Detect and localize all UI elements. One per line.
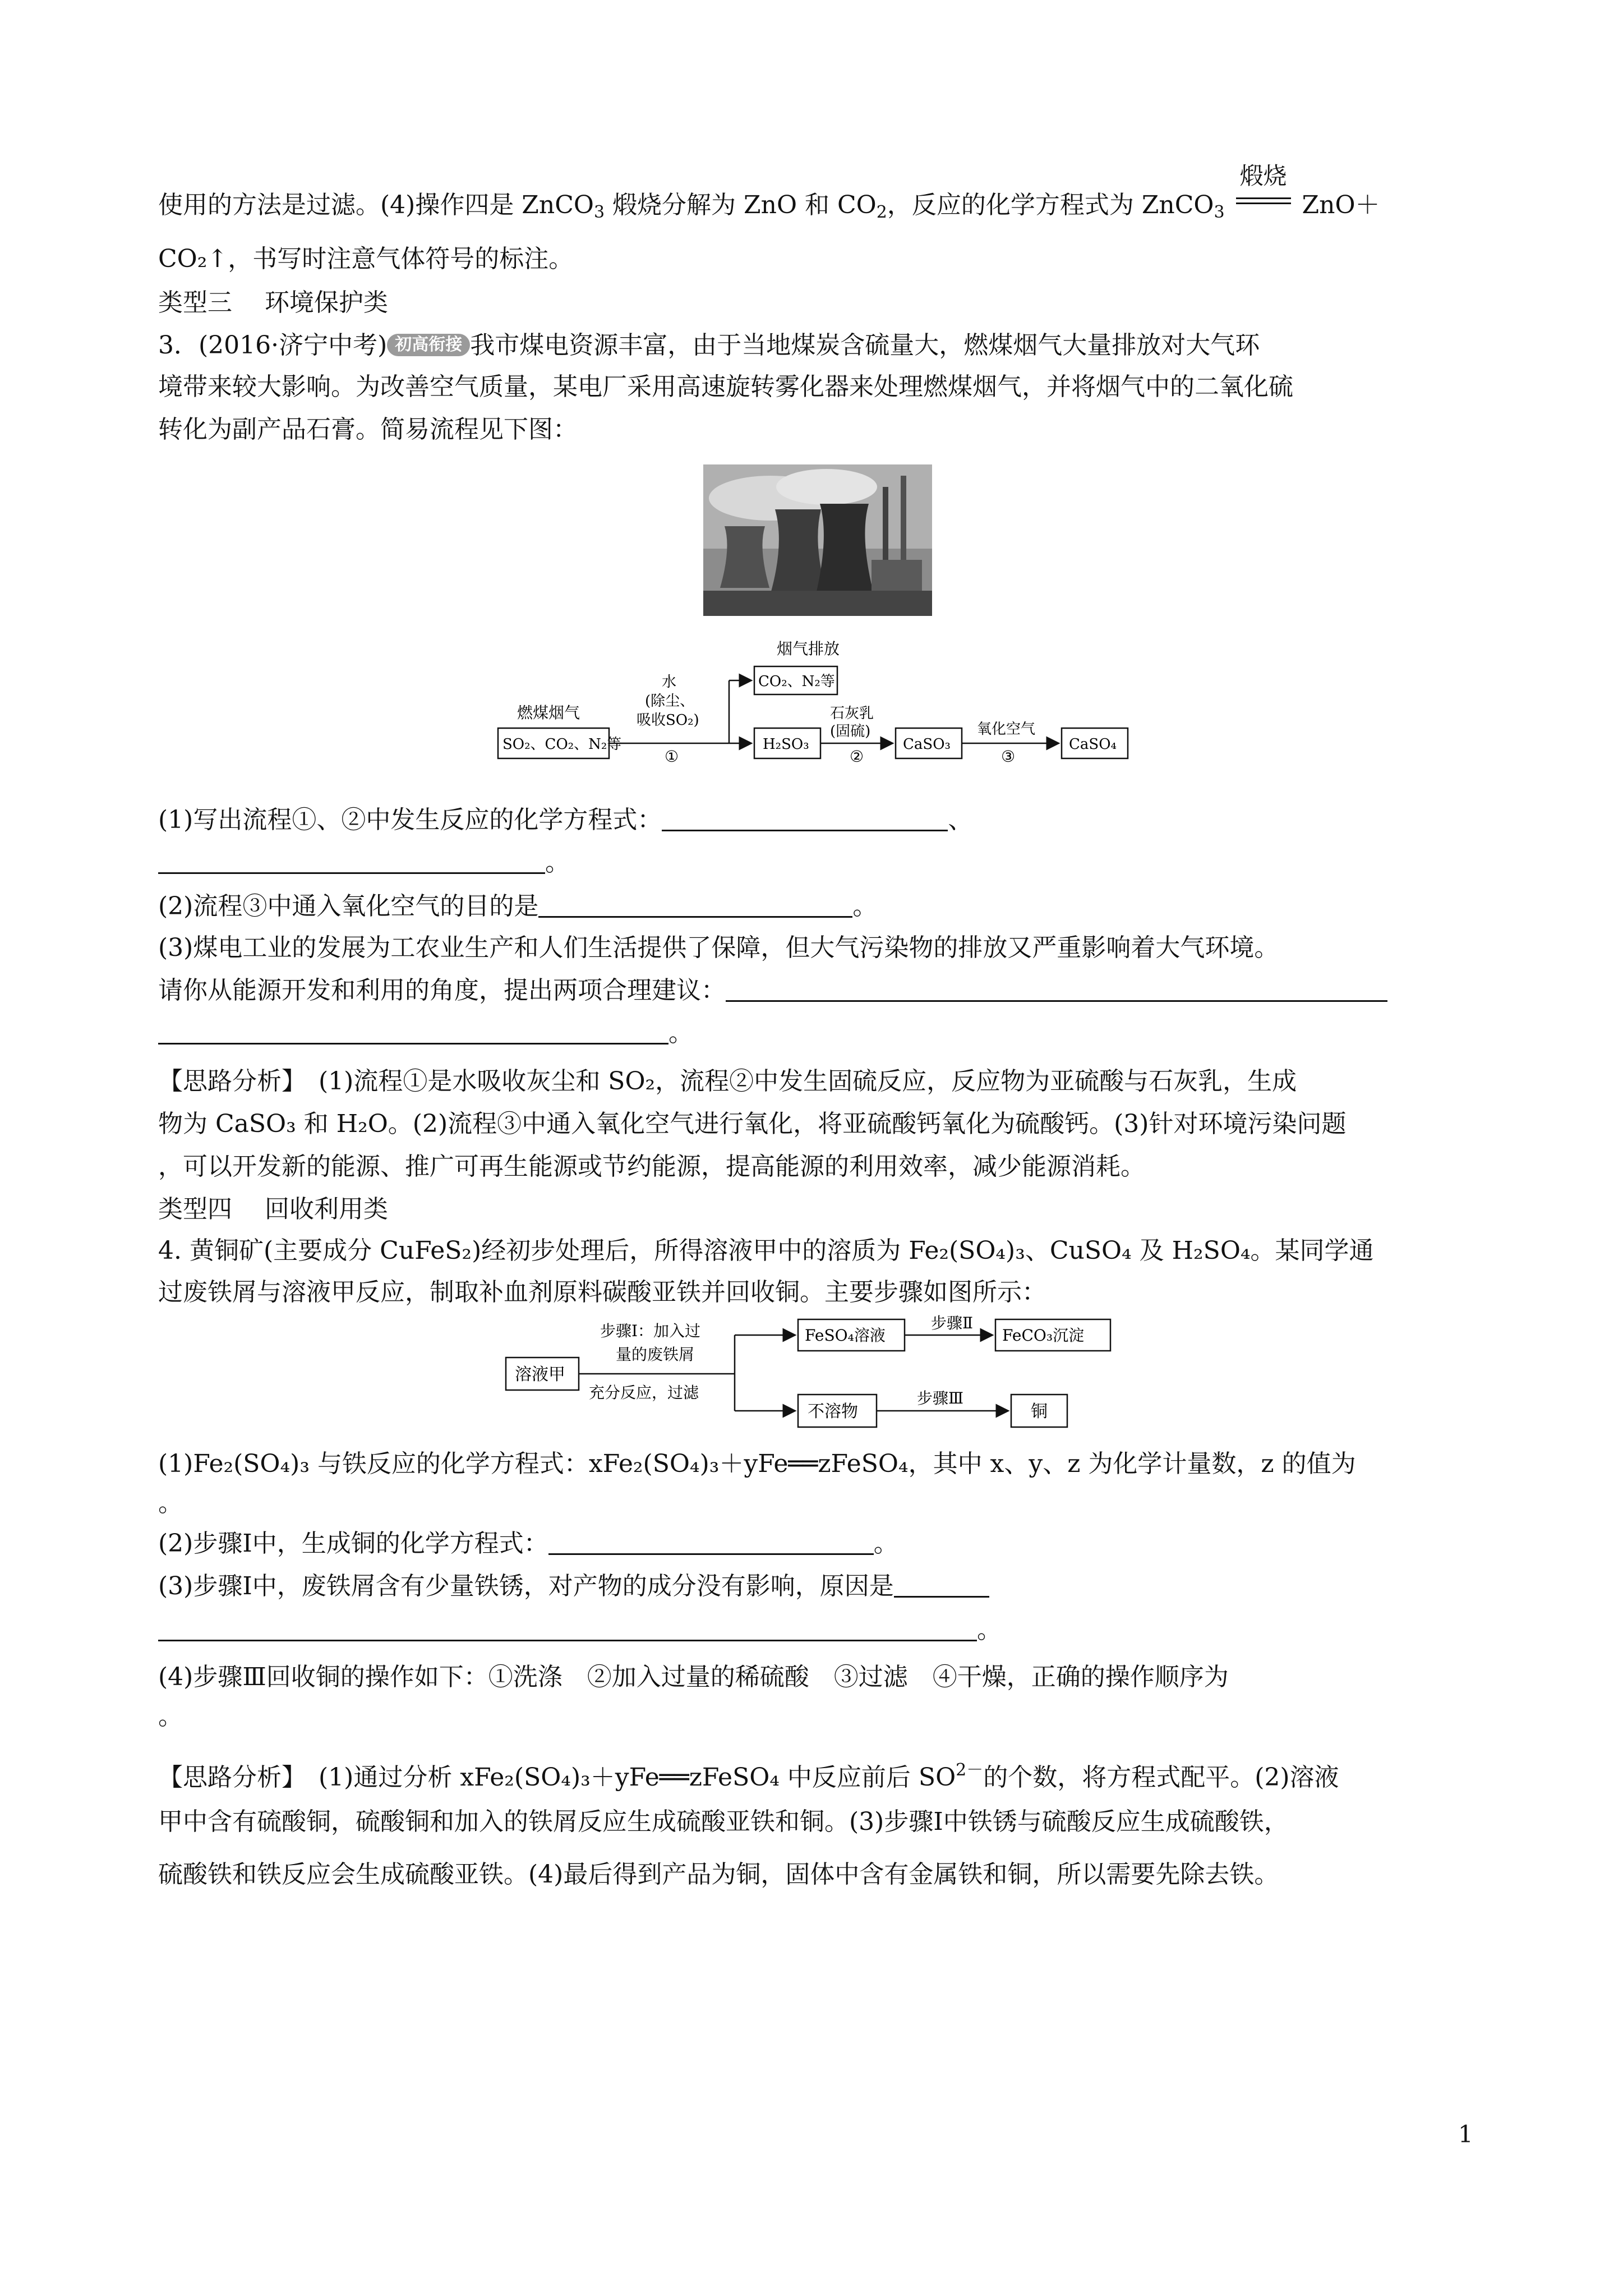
text-span: (3)步骤Ⅰ中，废铁屑含有少量铁锈，对产物的成分没有影响，原因是 [158, 1572, 894, 1600]
q4-part-3-cont [158, 1613, 1002, 1647]
arrow-1-number: ① [665, 747, 679, 766]
arrow-1-label-2: (除尘、 [645, 693, 695, 710]
q4-part-1: (1)Fe₂(SO₄)₃ 与铁反应的化学方程式：xFe₂(SO₄)₃＋yFe══zFeSO₄，其中 x、y、z 为化学计量数，z 的值为 [158, 1450, 1356, 1478]
superscript: 2－ [956, 1760, 984, 1780]
box-feso4-text: FeSO₄溶液 [805, 1326, 886, 1345]
text-span: 。 [545, 848, 570, 877]
step1-label-2: 量的废铁屑 [616, 1345, 695, 1364]
text-span: ，反应的化学方程式为 ZnCO [887, 191, 1214, 219]
text-span: 。 [977, 1616, 1002, 1644]
top-label: 烟气排放 [777, 639, 840, 658]
text-span: (2)流程③中通入氧化空气的目的是 [158, 892, 539, 921]
text-line-1 [158, 162, 1380, 229]
answer-blank[interactable] [158, 1020, 668, 1045]
text-span: 的个数，将方程式配平。(2)溶液 [983, 1763, 1339, 1792]
left-box-text: SO₂、CO₂、N₂等 [502, 736, 622, 753]
box-insoluble-text: 不溶物 [808, 1402, 858, 1421]
q3-analysis-line-3: ，可以开发新的能源、推广可再生能源或节约能源，提高能源的利用效率，减少能源消耗。 [158, 1152, 1145, 1181]
box-caso3-text: CaSO₃ [903, 736, 951, 753]
q4-part-4-end: 。 [158, 1702, 183, 1731]
power-plant-photo [703, 464, 932, 616]
arrow-3-number: ③ [1001, 747, 1016, 766]
q4-intro-line-1: 4. 黄铜矿(主要成分 CuFeS₂)经初步处理后，所得溶液甲中的溶质为 Fe₂(SO₄)₃、CuSO₄ 及 H₂SO₄。某同学通 [158, 1236, 1374, 1265]
text-span: 请你从能源开发和利用的角度，提出两项合理建议： [158, 976, 726, 1005]
answer-blank[interactable] [548, 1531, 874, 1555]
question-number: 3．(2016·济宁中考) [158, 331, 388, 360]
box-copper-text: 铜 [1031, 1402, 1048, 1421]
section-type-3: 类型三 环境保护类 [158, 288, 388, 317]
q3-part-3-line-2 [158, 974, 1387, 1007]
subscript: 3 [593, 203, 605, 222]
q4-part-1-end: 。 [158, 1489, 183, 1517]
step1-label-3: 充分反应，过滤 [589, 1383, 699, 1402]
answer-blank[interactable] [158, 1617, 977, 1641]
subscript: 3 [1214, 203, 1225, 222]
page-number: 1 [1458, 2120, 1473, 2148]
q4-part-4: (4)步骤Ⅲ回收铜的操作如下：①洗涤 ②加入过量的稀硫酸 ③过滤 ④干燥，正确的操作顺序为 [158, 1663, 1229, 1691]
flow-diagram-copper-recovery [499, 1313, 1133, 1442]
step2-label: 步骤Ⅱ [931, 1314, 974, 1332]
text-line-2: CO₂↑，书写时注意气体符号的标注。 [158, 245, 574, 273]
q3-part-3-line-1: (3)煤电工业的发展为工农业生产和人们生活提供了保障，但大气污染物的排放又严重影响着大气环境。 [158, 933, 1279, 962]
q4-analysis-line-3: 硫酸铁和铁反应会生成硫酸亚铁。(4)最后得到产品为铜，固体中含有金属铁和铜，所以需要先除去铁。 [158, 1860, 1279, 1889]
q3-part-1 [158, 803, 972, 837]
text-span [1225, 191, 1233, 219]
answer-blank[interactable] [158, 850, 545, 874]
q4-analysis-line-1 [158, 1754, 1339, 1795]
subscript: 2 [876, 203, 887, 222]
question-3-line-3: 转化为副产品石膏。简易流程见下图： [158, 415, 578, 444]
equals-sign [1236, 197, 1291, 204]
box-feco3-text: FeCO₃沉淀 [1002, 1326, 1085, 1345]
answer-blank[interactable] [726, 978, 1387, 1002]
box-start-text: 溶液甲 [515, 1365, 565, 1384]
box-caso4-text: CaSO₄ [1069, 736, 1117, 753]
text-span: 、 [948, 806, 973, 834]
arrow-1-label-1: 水 [662, 674, 677, 691]
q4-part-3 [158, 1570, 989, 1603]
text-span: 。 [852, 892, 878, 921]
q4-intro-line-2: 过废铁屑与溶液甲反应，制取补血剂原料碳酸亚铁并回收铜。主要步骤如图所示： [158, 1278, 1046, 1306]
arrow-2-label-1: 石灰乳 [830, 705, 874, 722]
flow-diagram-flue-gas [494, 639, 1133, 791]
step1-label-1: 步骤Ⅰ：加入过 [600, 1322, 701, 1340]
box-h2so3-text: H₂SO₃ [763, 736, 809, 753]
q3-part-2 [158, 890, 877, 923]
section-type-4: 类型四 回收利用类 [158, 1195, 388, 1223]
text-span: 【思路分析】 (1)通过分析 xFe₂(SO₄)₃＋yFe══zFeSO₄ 中反应前后 SO [158, 1763, 956, 1792]
badge-label: 初高衔接 [387, 334, 470, 356]
text-span: (2)步骤Ⅰ中，生成铜的化学方程式： [158, 1529, 548, 1558]
text-span: 。 [873, 1529, 898, 1558]
left-label: 燃煤烟气 [517, 703, 580, 722]
step3-label: 步骤Ⅲ [917, 1389, 964, 1407]
arrow-2-label-2: (固硫) [830, 723, 871, 740]
q4-analysis-line-2: 甲中含有硫酸铜，硫酸铜和加入的铁屑反应生成硫酸亚铁和铜。(3)步骤Ⅰ中铁锈与硫酸反应生成硫酸铁， [158, 1807, 1289, 1836]
condition-label: 煅烧 [1239, 162, 1287, 190]
q3-part-3-line-3 [158, 1016, 693, 1050]
question-3-line-1 [158, 329, 1260, 362]
q3-analysis-line-2: 物为 CaSO₃ 和 H₂O。(2)流程③中通入氧化空气进行氧化，将亚硫酸钙氧化为硫酸钙。(3)针对环境污染问题 [158, 1110, 1347, 1138]
answer-blank[interactable] [538, 894, 852, 918]
q3-part-1-cont [158, 846, 570, 880]
arrow-3-label: 氧化空气 [977, 721, 1036, 738]
q4-part-2 [158, 1527, 898, 1561]
text-span: 。 [668, 1019, 693, 1047]
question-3-line-2: 境带来较大影响。为改善空气质量，某电厂采用高速旋转雾化器来处理燃煤烟气，并将烟气中的二氧化硫 [158, 372, 1293, 401]
answer-blank[interactable] [662, 807, 948, 831]
text-span: (1)写出流程①、②中发生反应的化学方程式： [158, 806, 662, 834]
top-box-text: CO₂、N₂等 [758, 673, 835, 690]
text-span: 煅烧分解为 ZnO 和 CO [605, 191, 877, 219]
text-span: 我市煤电资源丰富，由于当地煤炭含硫量大，燃煤烟气大量排放对大气环 [470, 331, 1260, 360]
q3-analysis-line-1: 【思路分析】 (1)流程①是水吸收灰尘和 SO₂，流程②中发生固硫反应，反应物为亚硫酸与石灰乳，生成 [158, 1067, 1297, 1096]
text-span: 使用的方法是过滤。(4)操作四是 ZnCO [158, 191, 594, 219]
text-span: ZnO＋ [1294, 191, 1380, 219]
reaction-condition [1233, 162, 1294, 222]
arrow-1-label-3: 吸收SO₂) [637, 712, 699, 729]
answer-blank[interactable] [894, 1573, 989, 1598]
arrow-2-number: ② [850, 747, 864, 766]
